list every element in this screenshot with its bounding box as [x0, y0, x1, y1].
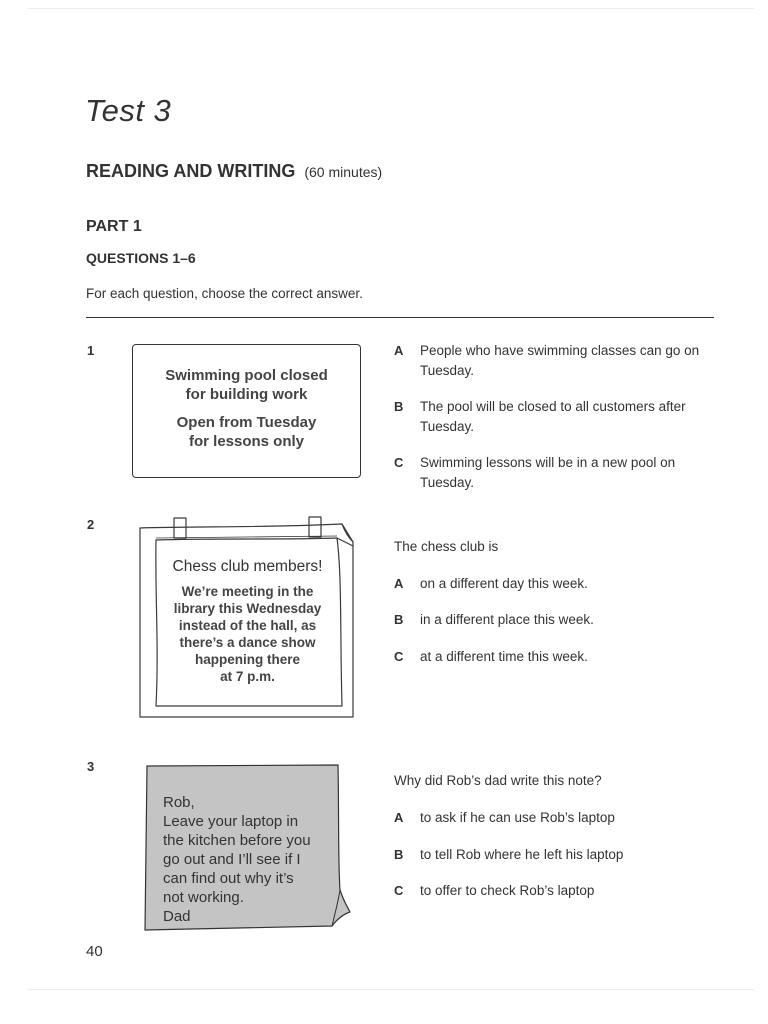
notice-line: library this Wednesday: [173, 601, 322, 616]
question-number-3: 3: [87, 759, 95, 774]
question-number-1: 1: [87, 343, 95, 358]
note-line: Dad: [163, 908, 191, 925]
option-letter-3c[interactable]: C: [394, 883, 404, 898]
option-text-1a[interactable]: People who have swimming classes can go on Tuesday.: [420, 343, 700, 378]
option-letter-2b[interactable]: B: [394, 612, 404, 627]
note-line: go out and I’ll see if I: [163, 851, 301, 868]
question-number-2: 2: [87, 517, 95, 532]
notice-line: Open from Tuesday: [176, 414, 317, 431]
note-line: not working.: [163, 889, 244, 906]
notice-body: [155, 583, 340, 685]
notice-line: for lessons only: [188, 433, 305, 450]
notice-line: instead of the hall, as: [178, 618, 317, 633]
option-text-2c[interactable]: at a different time this week.: [420, 649, 588, 664]
page-title: Test 3: [85, 93, 172, 128]
option-letter-2a[interactable]: A: [394, 576, 404, 591]
option-letter-1c[interactable]: C: [394, 455, 404, 470]
scan-edge-bottom: [28, 989, 754, 990]
scan-edge-top: [28, 8, 754, 9]
divider-line: [86, 317, 714, 318]
notice-line: Swimming pool closed: [165, 367, 328, 384]
swimming-pool-notice: [132, 344, 361, 478]
part-heading: PART 1: [86, 218, 142, 235]
question-stem-3: Why did Rob’s dad write this note?: [394, 773, 602, 788]
option-letter-3b[interactable]: B: [394, 847, 404, 862]
notice-line: there’s a dance show: [179, 635, 316, 650]
note-line: Leave your laptop in: [163, 813, 299, 830]
notice-title: Chess club members!: [172, 558, 323, 575]
note-line: can find out why it’s: [163, 870, 294, 887]
section-title: READING AND WRITING: [86, 161, 296, 181]
notice-line: happening there: [194, 652, 300, 667]
question-stem-2: The chess club is: [394, 539, 499, 554]
option-text-1b[interactable]: The pool will be closed to all customers after Tuesday.: [420, 399, 686, 434]
page-number: 40: [86, 943, 103, 960]
option-letter-2c[interactable]: C: [394, 649, 404, 664]
option-text-3b[interactable]: to tell Rob where he left his laptop: [420, 847, 624, 862]
notice-line: for building work: [185, 386, 308, 403]
option-text-3c[interactable]: to offer to check Rob’s laptop: [420, 883, 595, 898]
option-letter-1b[interactable]: B: [394, 399, 404, 414]
option-text-2a[interactable]: on a different day this week.: [420, 576, 588, 591]
chess-notice-text: [155, 557, 340, 685]
note-text: [163, 793, 341, 926]
notice-line: We’re meeting in the: [181, 584, 314, 599]
option-letter-3a[interactable]: A: [394, 810, 404, 825]
instruction-text: For each question, choose the correct answer.: [86, 286, 363, 301]
option-text-1c[interactable]: Swimming lessons will be in a new pool on Tuesday.: [420, 455, 676, 490]
option-text-3a[interactable]: to ask if he can use Rob’s laptop: [420, 810, 615, 825]
option-letter-1a[interactable]: A: [394, 343, 404, 358]
note-line: Rob,: [163, 794, 195, 811]
section-duration: (60 minutes): [304, 164, 383, 180]
notice-line: at 7 p.m.: [220, 669, 275, 684]
section-heading: [86, 161, 382, 182]
option-text-2b[interactable]: in a different place this week.: [420, 612, 594, 627]
questions-range-heading: QUESTIONS 1–6: [86, 250, 196, 266]
note-line: the kitchen before you: [163, 832, 311, 849]
